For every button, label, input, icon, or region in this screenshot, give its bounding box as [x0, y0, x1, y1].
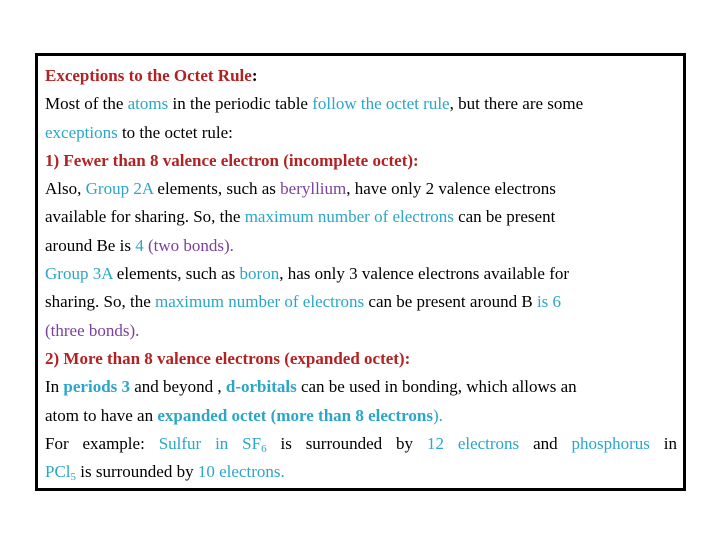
text-run: In [45, 377, 64, 397]
text-line-3 [45, 119, 677, 147]
highlight-follow-octet: follow the octet rule [312, 94, 450, 114]
text-line-5 [45, 175, 677, 203]
pcl-text: PCl [45, 462, 71, 482]
text-run: atom to have an [45, 405, 158, 425]
text-run: For example: [45, 433, 159, 453]
highlight-two-bonds: (two bonds). [147, 235, 234, 255]
text-line-6 [45, 203, 677, 231]
highlight-exceptions: exceptions [45, 122, 118, 142]
text-line-10 [45, 317, 677, 345]
text-run: elements, such as [153, 179, 281, 199]
text-line-2 [45, 90, 677, 118]
text-run: available for sharing. So, the [45, 207, 245, 227]
highlight-phosphorus: phosphorus [571, 433, 650, 453]
text-run: and beyond , [130, 377, 226, 397]
subheading-text: 2) More than 8 valence electrons (expanded octet): [45, 348, 411, 368]
text-run: sharing. So, the [45, 292, 156, 312]
text-line-12 [45, 373, 677, 401]
section-heading: Exceptions to the Octet Rule [45, 66, 252, 85]
highlight-boron: boron [239, 264, 280, 284]
title-line [45, 62, 677, 90]
highlight-10-electrons: 10 electrons. [197, 462, 285, 482]
highlight-group-3a: Group 3A [45, 264, 113, 284]
text-run: and [519, 433, 572, 453]
text-run: is surrounded by [266, 433, 427, 453]
text-line-15 [45, 458, 677, 486]
subscript-6: 6 [261, 442, 267, 455]
highlight-sulfur [159, 434, 267, 453]
text-run: can be present [453, 207, 556, 227]
highlight-max-electrons: maximum number of electrons [155, 292, 365, 312]
highlight-three-bonds: (three bonds). [45, 320, 140, 340]
text-run: Also, [45, 179, 86, 199]
text-line-9 [45, 288, 677, 316]
sulfur-text: Sulfur in SF [158, 433, 262, 453]
text-run: elements, such as [112, 264, 240, 284]
text-run: around Be is [45, 235, 136, 255]
highlight-expanded-octet: expanded octet (more than 8 electrons [157, 405, 433, 425]
text-run: , but there are some [449, 94, 584, 114]
highlight-d-orbitals: d-orbitals [225, 377, 297, 397]
text-line-8 [45, 260, 677, 288]
text-run: can be present around B [364, 292, 537, 312]
heading-colon: : [251, 66, 258, 85]
highlight-periods-3: periods 3 [63, 377, 131, 397]
highlight-is-six: is 6 [536, 292, 562, 312]
highlight-beryllium: beryllium [280, 179, 347, 199]
text-line-7 [45, 232, 677, 260]
highlight-max-electrons: maximum number of electrons [244, 207, 454, 227]
text-run: in [649, 433, 677, 453]
text-run: in the periodic table [168, 94, 313, 114]
highlight-group-2a: Group 2A [85, 179, 154, 199]
formula-pcl5 [45, 462, 77, 484]
highlight-12-electrons: 12 electrons [426, 433, 520, 453]
text-block [45, 62, 677, 486]
highlight-atoms: atoms [127, 94, 169, 114]
highlight-four: 4 [135, 235, 144, 255]
subheading-incomplete-octet [45, 147, 677, 175]
text-run: , have only 2 valence electrons [346, 179, 556, 199]
subscript-5: 5 [70, 471, 77, 484]
text-run: , has only 3 valence electrons available for [279, 264, 570, 284]
text-line-13 [45, 402, 677, 430]
text-run-close: ). [432, 405, 443, 425]
text-run: to the octet rule: [117, 122, 233, 142]
subheading-expanded-octet [45, 345, 677, 373]
subheading-text: 1) Fewer than 8 valence electron (incomplete octet): [45, 150, 419, 170]
text-run: can be used in bonding, which allows an [296, 377, 577, 397]
content-box [35, 53, 686, 491]
text-line-14 [45, 430, 677, 458]
text-run: is surrounded by [76, 462, 198, 482]
text-run: Most of the [45, 94, 128, 114]
